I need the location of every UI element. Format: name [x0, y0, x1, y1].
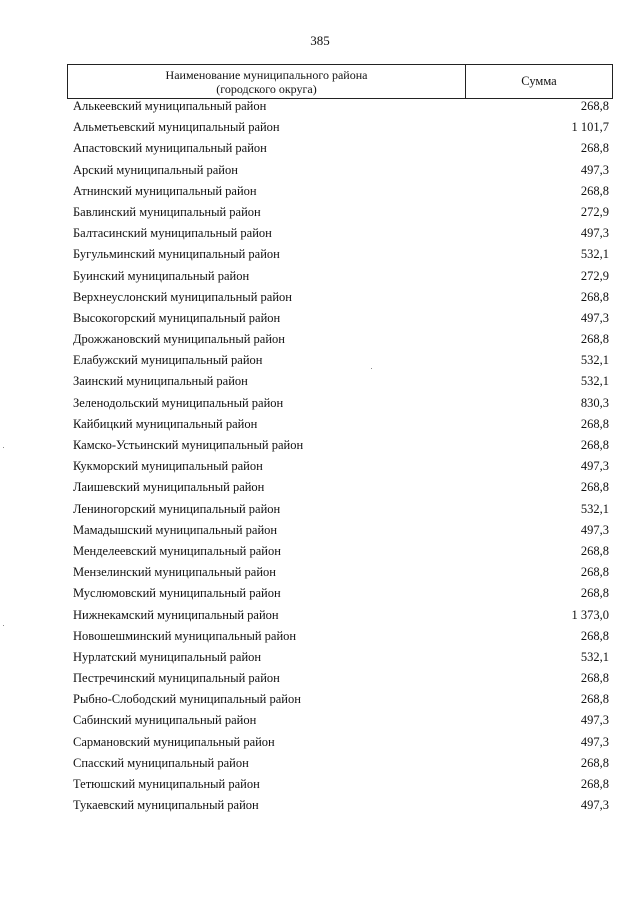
table-row — [0, 562, 640, 583]
table-row — [0, 477, 640, 498]
district-name: Высокогорский муниципальный район — [73, 310, 281, 325]
table-row — [0, 795, 640, 816]
district-sum: 268,8 — [580, 99, 609, 113]
column-header-name — [68, 65, 466, 98]
district-name: Тукаевский муниципальный район — [73, 798, 259, 813]
column-header-name-line2: (городского округа) — [216, 81, 317, 96]
district-name: Атнинский муниципальный район — [73, 183, 257, 198]
district-sum: 1 373,0 — [571, 607, 609, 622]
table-row — [0, 414, 640, 435]
district-name: Алькеевский муниципальный район — [73, 99, 267, 113]
district-sum: 1 101,7 — [571, 120, 609, 135]
district-sum: 497,3 — [580, 798, 609, 813]
district-name: Нурлатский муниципальный район — [73, 649, 262, 664]
table-row — [0, 626, 640, 647]
district-sum: 532,1 — [580, 247, 609, 262]
scan-speck — [371, 368, 372, 369]
district-name: Дрожжановский муниципальный район — [73, 332, 285, 347]
district-sum: 532,1 — [580, 374, 609, 389]
district-sum: 268,8 — [580, 543, 609, 558]
district-name: Мензелинский муниципальный район — [73, 565, 276, 580]
district-sum: 497,3 — [580, 226, 609, 241]
district-sum: 268,8 — [580, 755, 609, 770]
district-name: Мамадышский муниципальный район — [73, 522, 278, 537]
table-row — [0, 117, 640, 138]
district-sum: 497,3 — [580, 162, 609, 177]
district-name: Арский муниципальный район — [73, 162, 238, 177]
table-row — [0, 223, 640, 244]
district-name: Сабинский муниципальный район — [73, 713, 257, 728]
district-sum: 268,8 — [580, 586, 609, 601]
table-row — [0, 647, 640, 668]
table-row — [0, 202, 640, 223]
table-row — [0, 160, 640, 181]
district-sum: 272,9 — [580, 204, 609, 219]
district-name: Пестречинский муниципальный район — [73, 671, 280, 686]
district-name: Лаишевский муниципальный район — [73, 480, 265, 495]
district-name: Бугульминский муниципальный район — [73, 247, 280, 262]
district-sum: 532,1 — [580, 501, 609, 516]
district-name: Нижнекамский муниципальный район — [73, 607, 279, 622]
district-name: Альметьевский муниципальный район — [73, 120, 280, 135]
district-sum: 268,8 — [580, 416, 609, 431]
district-sum: 268,8 — [580, 438, 609, 452]
district-sum: 268,8 — [580, 289, 609, 304]
scan-speck — [3, 625, 4, 626]
district-sum: 532,1 — [580, 649, 609, 664]
table-row — [0, 96, 640, 117]
district-name: Тетюшский муниципальный район — [73, 777, 260, 791]
page-number: 385 — [310, 33, 330, 48]
district-name: Кайбицкий муниципальный район — [73, 416, 258, 431]
district-name: Бавлинский муниципальный район — [73, 204, 261, 219]
district-sum: 497,3 — [580, 522, 609, 537]
table-row — [0, 732, 640, 753]
table-row — [0, 435, 640, 456]
district-name: Рыбно-Слободский муниципальный район — [73, 692, 301, 707]
district-name: Лениногорский муниципальный район — [73, 501, 281, 516]
district-name: Апастовский муниципальный район — [73, 141, 267, 156]
table-row — [0, 605, 640, 626]
district-sum: 268,8 — [580, 671, 609, 686]
district-sum: 268,8 — [580, 332, 609, 347]
table-row — [0, 329, 640, 350]
table-row — [0, 244, 640, 265]
district-sum: 268,8 — [580, 183, 609, 198]
table-body — [0, 96, 640, 816]
table-row — [0, 499, 640, 520]
district-sum: 268,8 — [580, 480, 609, 495]
district-sum: 497,3 — [580, 734, 609, 749]
table-row — [0, 753, 640, 774]
column-header-name-line1: Наименование муниципального района — [165, 67, 368, 82]
table-row — [0, 710, 640, 731]
column-header-sum: Сумма — [521, 74, 557, 88]
table-row — [0, 774, 640, 795]
table-row — [0, 583, 640, 604]
district-name: Сармановский муниципальный район — [73, 734, 275, 749]
table-row — [0, 308, 640, 329]
district-name: Верхнеуслонский муниципальный район — [73, 289, 292, 304]
district-name: Балтасинский муниципальный район — [73, 226, 272, 241]
table-row — [0, 689, 640, 710]
district-sum: 497,3 — [580, 459, 609, 474]
table-row — [0, 138, 640, 159]
scan-speck — [3, 447, 4, 448]
district-sum: 497,3 — [580, 713, 609, 728]
table-header — [67, 64, 613, 99]
table-row — [0, 520, 640, 541]
district-sum: 272,9 — [580, 268, 609, 283]
table-row — [0, 668, 640, 689]
district-name: Заинский муниципальный район — [73, 374, 248, 389]
district-name: Новошешминский муниципальный район — [73, 628, 297, 643]
table-row — [0, 266, 640, 287]
district-sum: 268,8 — [580, 777, 609, 791]
table-row — [0, 541, 640, 562]
district-name: Камско-Устьинский муниципальный район — [73, 438, 304, 452]
district-name: Спасский муниципальный район — [73, 755, 249, 770]
table-row — [0, 181, 640, 202]
district-sum: 268,8 — [580, 692, 609, 707]
district-sum: 830,3 — [580, 395, 609, 410]
table-row — [0, 371, 640, 392]
district-sum: 532,1 — [580, 353, 609, 368]
table-row — [0, 350, 640, 371]
district-name: Муслюмовский муниципальный район — [73, 586, 281, 601]
district-name: Буинский муниципальный район — [73, 268, 250, 283]
district-name: Менделеевский муниципальный район — [73, 543, 281, 558]
district-sum: 268,8 — [580, 141, 609, 156]
table-row — [0, 287, 640, 308]
district-sum: 268,8 — [580, 628, 609, 643]
table-row — [0, 456, 640, 477]
district-name: Зеленодольский муниципальный район — [73, 395, 284, 410]
district-name: Елабужский муниципальный район — [73, 353, 263, 368]
district-name: Кукморский муниципальный район — [73, 459, 263, 474]
district-sum: 497,3 — [580, 310, 609, 325]
table-row — [0, 393, 640, 414]
district-sum: 268,8 — [580, 565, 609, 580]
